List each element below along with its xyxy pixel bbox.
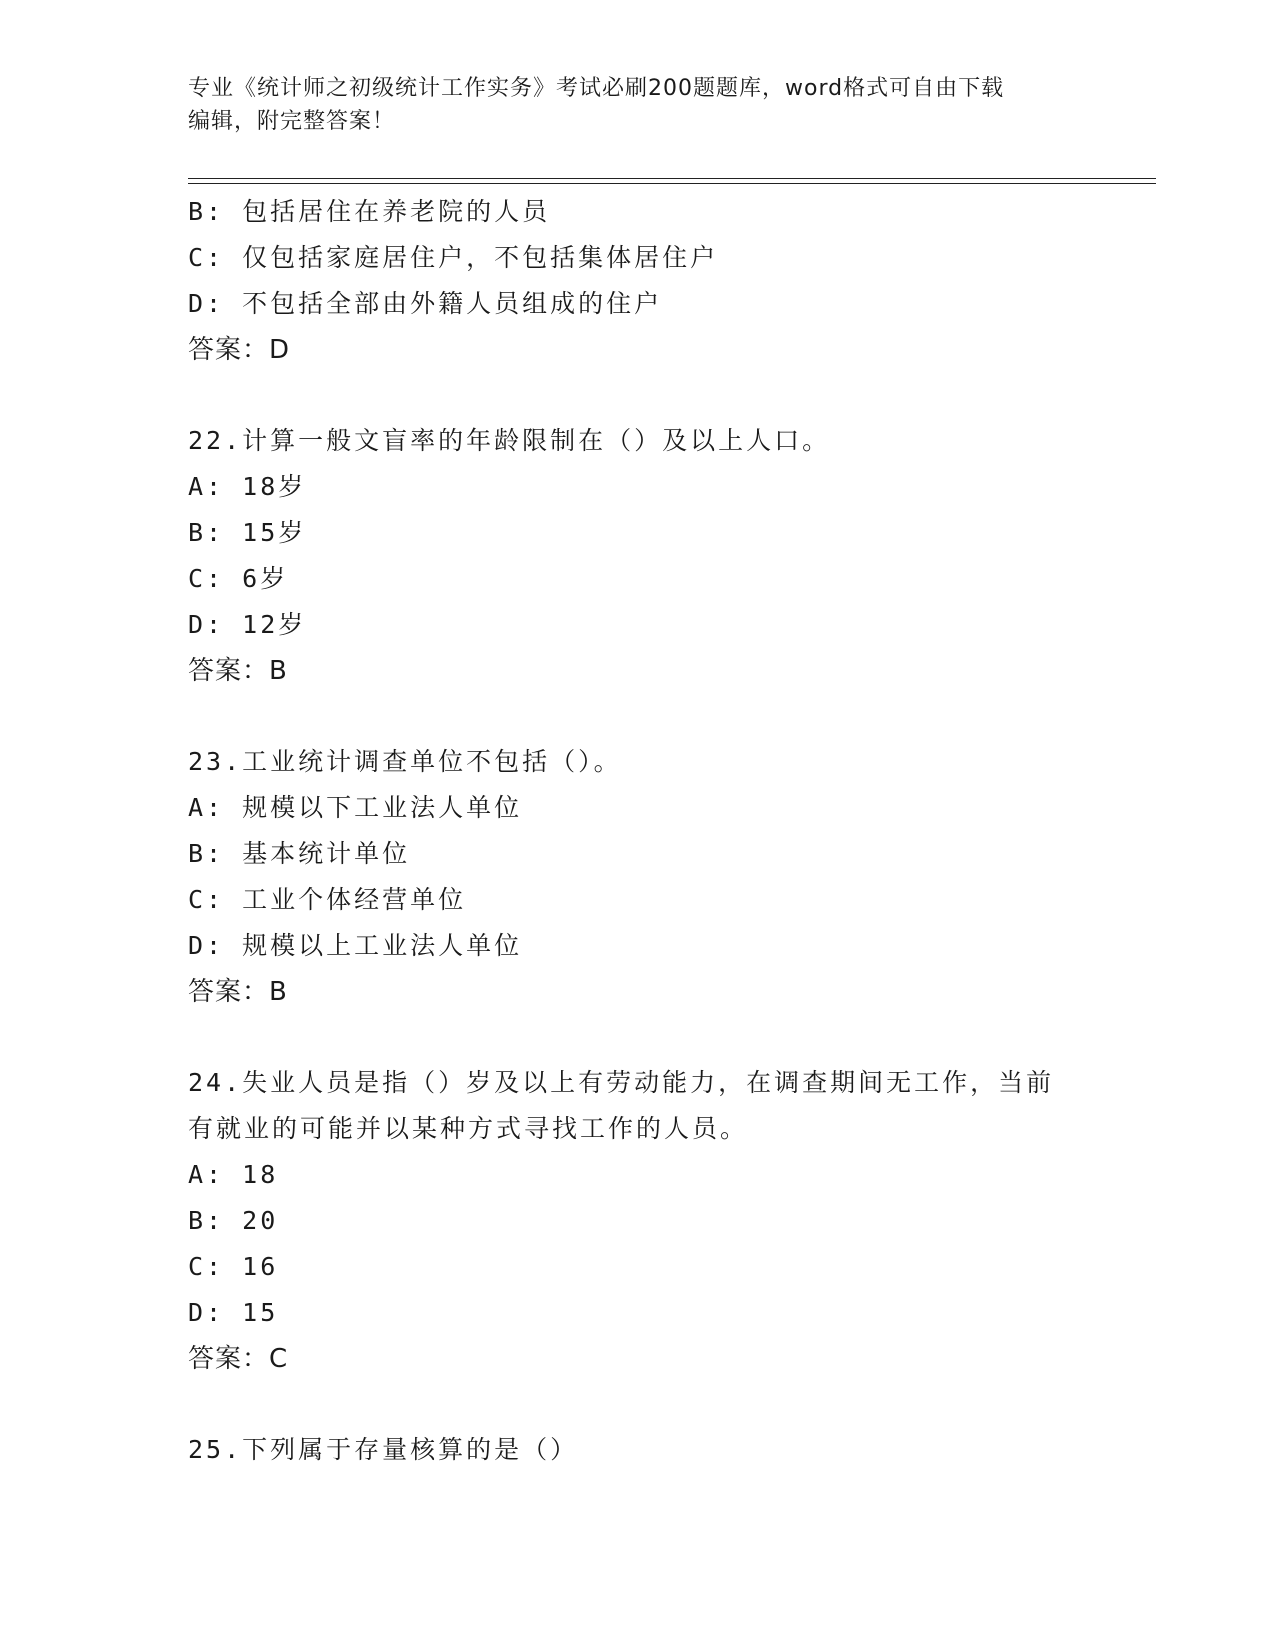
question-22 [188, 418, 1088, 694]
answer: 答案：C [188, 1344, 289, 1374]
question-stem-line-1: 24.失业人员是指（）岁及以上有劳动能力，在调查期间无工作，当前 [188, 1068, 1055, 1097]
option-d: D: 12岁 [188, 610, 307, 639]
option-b: B: 基本统计单位 [188, 839, 411, 868]
option-b: B: 15岁 [188, 518, 307, 547]
answer: 答案：D [188, 335, 291, 365]
answer: 答案：B [188, 656, 288, 686]
question-stem: 25.下列属于存量核算的是（） [188, 1435, 579, 1464]
option-d: D: 不包括全部由外籍人员组成的住户 [188, 289, 663, 318]
question-list [188, 189, 1088, 1473]
option-c: C: 16 [188, 1252, 279, 1281]
option-c: C: 6岁 [188, 564, 289, 593]
header-divider-bottom [188, 183, 1156, 184]
option-d: D: 15 [188, 1298, 279, 1327]
question-stem: 22.计算一般文盲率的年龄限制在（）及以上人口。 [188, 426, 831, 455]
document-header [188, 72, 1088, 138]
option-b: B: 20 [188, 1206, 279, 1235]
question-21-continued [188, 189, 1088, 373]
option-b: B: 包括居住在养老院的人员 [188, 197, 551, 226]
question-stem: 23.工业统计调查单位不包括（）。 [188, 747, 622, 776]
option-a: A: 规模以下工业法人单位 [188, 793, 523, 822]
option-c: C: 仅包括家庭居住户，不包括集体居住户 [188, 243, 719, 272]
answer: 答案：B [188, 977, 288, 1007]
question-stem-line-2: 有就业的可能并以某种方式寻找工作的人员。 [188, 1114, 749, 1143]
option-d: D: 规模以上工业法人单位 [188, 931, 523, 960]
option-a: A: 18 [188, 1160, 279, 1189]
header-line-1: 专业《统计师之初级统计工作实务》考试必刷200题题库，word格式可自由下载 [188, 76, 1005, 101]
header-divider-top [188, 178, 1156, 179]
question-23 [188, 739, 1088, 1015]
header-line-2: 编辑，附完整答案！ [188, 109, 396, 134]
question-25 [188, 1427, 1088, 1473]
question-24 [188, 1060, 1088, 1382]
option-c: C: 工业个体经营单位 [188, 885, 467, 914]
option-a: A: 18岁 [188, 472, 307, 501]
